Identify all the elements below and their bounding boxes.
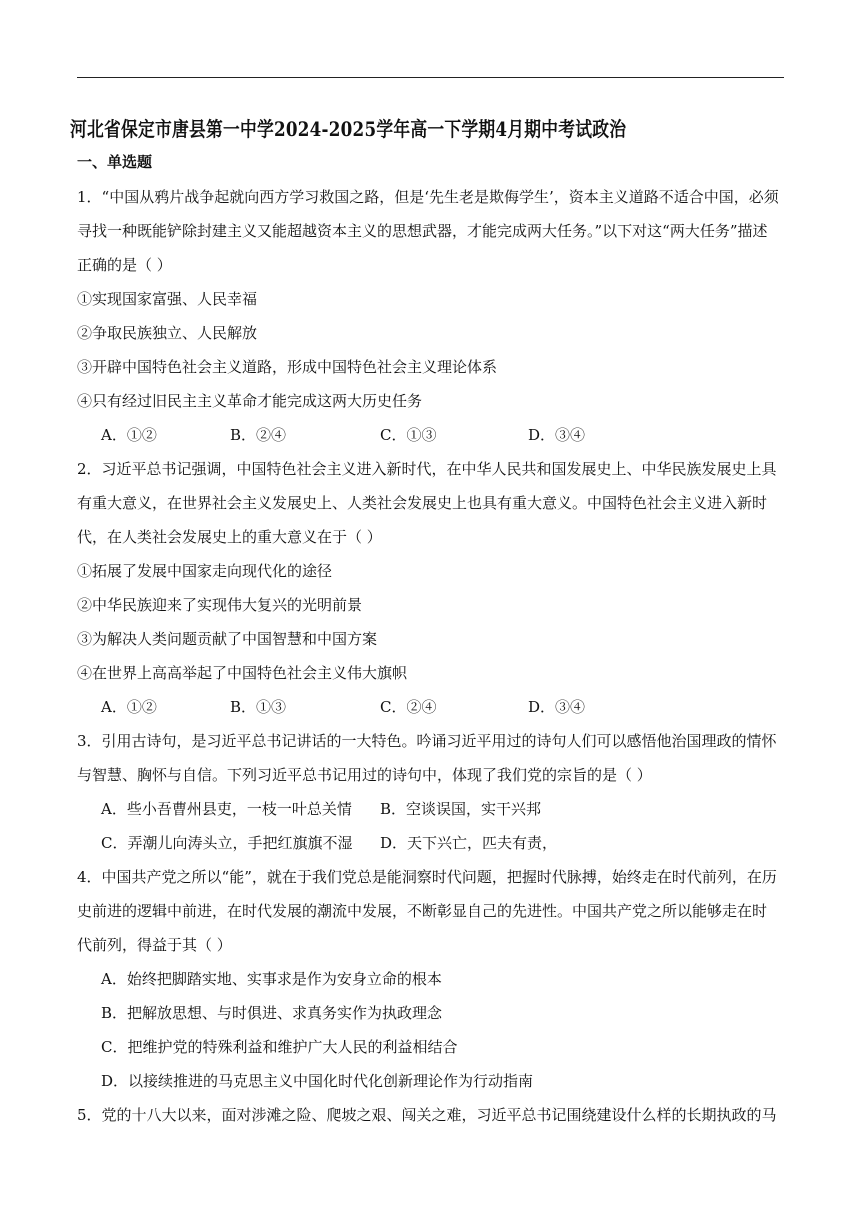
- q5-line-1: 5．党的十八大以来，面对涉滩之险、爬坡之艰、闯关之难，习近平总书记围绕建设什么样的长期执政的马: [77, 1106, 777, 1124]
- q1-option-a: A．①②: [101, 426, 157, 444]
- q4-line-2: 史前进的逻辑中前进，在时代发展的潮流中发展，不断彰显自己的先进性。中国共产党之所以能够走在时: [77, 902, 768, 920]
- q1-option-c: C．①③: [380, 426, 437, 444]
- q4-option-d: D．以接续推进的马克思主义中国化时代化创新理论作为行动指南: [101, 1072, 534, 1090]
- q1-option-b: B．②④: [230, 426, 287, 444]
- q3-option-a: A．些小吾曹州县吏，一枝一叶总关情: [101, 800, 352, 818]
- q1-item-2: ②争取民族独立、人民解放: [77, 324, 258, 342]
- q1-line-2: 寻找一种既能铲除封建主义又能超越资本主义的思想武器，才能完成两大任务。”以下对这“两大任务”描述: [77, 222, 768, 240]
- q2-line-3: 代，在人类社会发展史上的重大意义在于（ ）: [77, 528, 382, 546]
- q2-option-c: C．②④: [380, 698, 437, 716]
- q3-option-c: C．弄潮儿向涛头立，手把红旗旗不湿: [101, 834, 353, 852]
- q1-item-3: ③开辟中国特色社会主义道路，形成中国特色社会主义理论体系: [77, 358, 498, 376]
- q2-option-a: A．①②: [101, 698, 157, 716]
- q2-item-2: ②中华民族迎来了实现伟大复兴的光明前景: [77, 596, 363, 614]
- q3-option-b: B．空谈误国，实干兴邦: [380, 800, 542, 818]
- q3-line-1: 3．引用古诗句，是习近平总书记讲话的一大特色。吟诵习近平用过的诗句人们可以感悟他治国理政的情怀: [77, 732, 777, 750]
- q2-line-1: 2．习近平总书记强调，中国特色社会主义进入新时代，在中华人民共和国发展史上、中华民族发展史上具: [77, 460, 777, 478]
- q2-option-d: D．③④: [528, 698, 586, 716]
- q1-item-1: ①实现国家富强、人民幸福: [77, 290, 258, 308]
- q4-option-a: A．始终把脚踏实地、实事求是作为安身立命的根本: [101, 970, 442, 988]
- q2-option-b: B．①③: [230, 698, 287, 716]
- q2-line-2: 有重大意义，在世界社会主义发展史上、人类社会发展史上也具有重大意义。中国特色社会主义进入新时: [77, 494, 768, 512]
- q3-line-2: 与智慧、胸怀与自信。下列习近平总书记用过的诗句中，体现了我们党的宗旨的是（ ）: [77, 766, 652, 784]
- header-rule: [77, 77, 784, 78]
- section-heading: 一、单选题: [77, 153, 153, 171]
- document-title: 河北省保定市唐县第一中学2024-2025学年高一下学期4月期中考试政治: [70, 117, 627, 141]
- q2-item-4: ④在世界上高高举起了中国特色社会主义伟大旗帜: [77, 664, 408, 682]
- q4-line-1: 4．中国共产党之所以“能”，就在于我们党总是能洞察时代问题，把握时代脉搏，始终走在时代前列，在历: [77, 868, 777, 886]
- q2-item-3: ③为解决人类问题贡献了中国智慧和中国方案: [77, 630, 378, 648]
- q1-line-3: 正确的是（ ）: [77, 256, 172, 274]
- q1-item-4: ④只有经过旧民主主义革命才能完成这两大历史任务: [77, 392, 423, 410]
- q1-option-d: D．③④: [528, 426, 586, 444]
- q3-option-d: D．天下兴亡，匹夫有责，: [380, 834, 558, 852]
- q4-line-3: 代前列，得益于其（ ）: [77, 936, 232, 954]
- q4-option-b: B．把解放思想、与时俱进、求真务实作为执政理念: [101, 1004, 443, 1022]
- q4-option-c: C．把维护党的特殊利益和维护广大人民的利益相结合: [101, 1038, 458, 1056]
- q2-item-1: ①拓展了发展中国家走向现代化的途径: [77, 562, 333, 580]
- q1-line-1: 1．“中国从鸦片战争起就向西方学习救国之路，但是‘先生老是欺侮学生’，资本主义道路不适合中国，必须: [77, 188, 779, 206]
